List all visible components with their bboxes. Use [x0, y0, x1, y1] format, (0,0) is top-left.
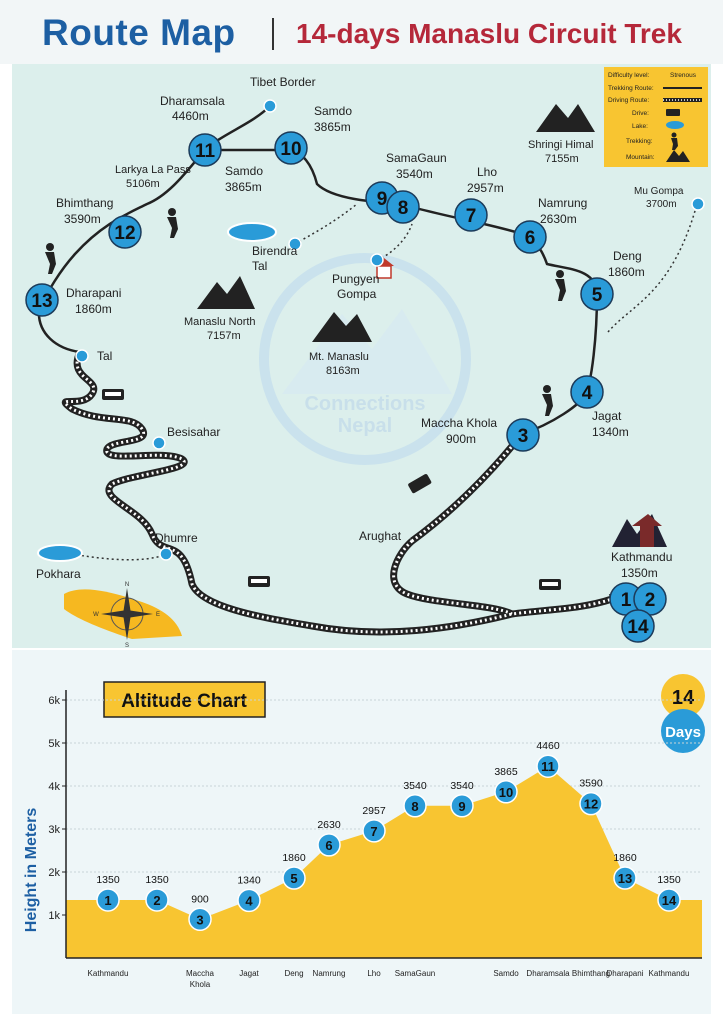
days-label: Days [665, 724, 701, 741]
day-marker-number: 14 [661, 892, 677, 908]
label-arughat: Arughat [359, 529, 402, 543]
bus-icon [102, 389, 124, 400]
stop-number: 11 [194, 141, 216, 162]
x-tick-label: Lho [367, 969, 381, 978]
stop-number: 10 [280, 139, 302, 160]
day-marker-number: 13 [617, 871, 633, 887]
label-tal: Tal [97, 349, 113, 363]
header [0, 0, 723, 64]
stop-number: 3 [517, 426, 529, 447]
label-mt-manaslu-alt: 8163m [326, 365, 360, 377]
legend-driving-route: Driving Route: [608, 97, 650, 104]
label-pungyen-2: Gompa [337, 287, 377, 301]
x-tick-label: Samdo [493, 969, 519, 978]
altitude-value-label: 2957 [362, 804, 386, 817]
altitude-value-label: 1350 [145, 873, 169, 886]
dot-tal [76, 350, 88, 362]
altitude-area [66, 766, 702, 958]
stop-marker-7 [455, 199, 487, 231]
label-mu-gompa: Mu Gompa [634, 186, 684, 197]
compass-w-label: W [93, 612, 99, 618]
dot-tibet-border [264, 100, 276, 112]
dot-pungyen [371, 254, 383, 266]
days-badge [661, 674, 705, 753]
stop-marker-14 [622, 610, 654, 642]
x-tick-label: Bhimthang [571, 969, 611, 978]
label-maccha: Maccha Khola [421, 416, 498, 430]
legend-trekking-route: Trekking Route: [608, 85, 654, 92]
x-tick-label: Deng [284, 969, 304, 978]
stop-marker-12 [109, 216, 141, 248]
compass-e-label: E [155, 612, 161, 618]
stop-number: 6 [524, 228, 536, 249]
stop-marker-10 [275, 132, 307, 164]
stop-number: 1 [620, 590, 632, 611]
stop-number: 8 [397, 198, 409, 219]
dot-dhumre [160, 548, 172, 560]
altitude-section [12, 650, 711, 1014]
bus-icon [407, 473, 432, 494]
label-dharamsala-alt: 4460m [172, 109, 209, 123]
altitude-value-label: 2630 [317, 818, 341, 831]
chart-title-box [104, 682, 265, 717]
label-bhimthang: Bhimthang [56, 196, 114, 210]
compass-s-label: S [124, 643, 130, 648]
altitude-value-label: 900 [191, 893, 209, 906]
x-tick-label: Kathmandu [648, 969, 690, 978]
altitude-chart-svg [12, 650, 711, 1014]
trekker-icon [167, 208, 178, 238]
legend-lake: Lake: [632, 123, 648, 130]
stop-marker-11 [189, 134, 221, 166]
label-mt-manaslu: Mt. Manaslu [309, 351, 369, 363]
bus-icon [248, 576, 270, 587]
label-bhimthang-alt: 3590m [64, 212, 101, 226]
altitude-value-label: 1350 [657, 873, 681, 886]
plot-area [48, 690, 702, 989]
stop-number: 13 [31, 291, 53, 312]
x-tick-label: Dharapani [606, 969, 644, 978]
y-tick-label: 2k [48, 867, 60, 879]
legend-drive: Drive: [632, 110, 649, 117]
x-tick-label: Jagat [239, 969, 259, 978]
label-dharapani-alt: 1860m [75, 302, 112, 316]
altitude-value-label: 3540 [450, 779, 474, 792]
page-subtitle: 14-days Manaslu Circuit Trek [296, 18, 682, 49]
stop-number: 12 [114, 223, 136, 244]
label-jagat: Jagat [592, 409, 622, 423]
label-dhumre: Dhumre [155, 531, 198, 545]
y-tick-label: 3k [48, 824, 60, 836]
label-kathmandu: Kathmandu [611, 550, 673, 564]
altitude-value-label: 4460 [536, 740, 560, 753]
days-number: 14 [671, 687, 695, 709]
label-samdo-top-alt: 3865m [314, 120, 351, 134]
y-tick-label: 6k [48, 695, 60, 707]
day-marker-number: 3 [196, 912, 204, 928]
dot-mu-gompa [692, 198, 704, 210]
legend-difficulty-label: Difficulty level: [608, 72, 650, 79]
y-tick-label: 1k [48, 910, 60, 922]
day-marker-number: 2 [153, 892, 161, 908]
mountain-shringi-icon [536, 104, 595, 132]
chart-title: Altitude Chart [121, 691, 247, 712]
y-tick-label: 4k [48, 781, 60, 793]
label-birendra-2: Tal [252, 259, 268, 273]
label-birendra: Birendra [252, 244, 298, 258]
x-tick-label: Kathmandu [87, 969, 129, 978]
day-marker-number: 8 [411, 798, 419, 814]
compass-n-label: N [124, 582, 130, 588]
label-dharapani: Dharapani [66, 286, 122, 300]
label-deng: Deng [613, 249, 642, 263]
legend-bus-icon [666, 109, 680, 116]
stop-number: 7 [465, 206, 477, 227]
label-namrung-alt: 2630m [540, 212, 577, 226]
dot-besisahar [153, 437, 165, 449]
legend-mountain: Mountain: [626, 154, 655, 161]
altitude-value-label: 1860 [282, 852, 306, 865]
y-axis-label: Height in Meters [23, 807, 40, 933]
altitude-value-label: 1340 [237, 874, 261, 887]
x-tick-label: Dharamsala [526, 969, 570, 978]
stop-number: 4 [581, 383, 593, 404]
trekker-icon [555, 270, 566, 301]
stop-number: 5 [591, 285, 603, 306]
stop-marker-4 [571, 376, 603, 408]
x-tick-label: Namrung [312, 969, 346, 978]
label-dharamsala: Dharamsala [160, 94, 225, 108]
legend-lake-icon [666, 121, 684, 129]
legend [604, 67, 708, 167]
label-samdo-low: Samdo [225, 164, 264, 178]
label-pungyen: Pungyen [332, 272, 380, 286]
bus-icon [539, 579, 561, 590]
label-shringi: Shringi Himal [528, 139, 594, 151]
altitude-value-label: 3540 [403, 779, 427, 792]
route-map [12, 64, 711, 648]
lake-pokhara [38, 545, 82, 561]
watermark-text-1: Connections [304, 393, 426, 415]
trekker-icon [542, 385, 553, 416]
x-tick-label: SamaGaun [394, 969, 436, 978]
day-marker-number: 11 [541, 759, 555, 775]
stop-number: 2 [644, 590, 656, 611]
stop-marker-3 [507, 419, 539, 451]
page-title: Route Map [42, 12, 236, 53]
day-marker-number: 4 [245, 893, 253, 909]
stop-number: 9 [376, 189, 388, 210]
route-map-svg [12, 64, 711, 648]
altitude-value-label: 1860 [613, 852, 637, 865]
day-marker-number: 5 [290, 871, 298, 887]
day-marker-number: 9 [458, 798, 466, 814]
altitude-value-label: 1350 [96, 873, 120, 886]
label-mu-gompa-alt: 3700m [646, 199, 677, 210]
label-manaslu-north-alt: 7157m [207, 330, 241, 342]
label-jagat-alt: 1340m [592, 425, 629, 439]
label-lho: Lho [477, 165, 498, 179]
y-tick-label: 5k [48, 738, 60, 750]
day-marker-number: 10 [498, 784, 514, 800]
day-marker-number: 1 [104, 892, 112, 908]
x-tick-label: Khola [189, 980, 211, 989]
label-samagaun-alt: 3540m [396, 167, 433, 181]
x-tick-label: Maccha [185, 969, 215, 978]
label-lho-alt: 2957m [467, 181, 504, 195]
label-larkya-alt: 5106m [126, 178, 160, 190]
label-samagaun: SamaGaun [386, 151, 447, 165]
stop-marker-5 [581, 278, 613, 310]
lake-birendra [228, 223, 276, 241]
label-besisahar: Besisahar [167, 425, 221, 439]
title-separator [272, 18, 274, 50]
day-marker-number: 6 [325, 837, 333, 853]
stop-marker-13 [26, 284, 58, 316]
label-tibet-border: Tibet Border [250, 75, 316, 89]
label-samdo-top: Samdo [314, 104, 353, 118]
label-maccha-alt: 900m [446, 432, 477, 446]
label-namrung: Namrung [538, 196, 588, 210]
label-manaslu-north: Manaslu North [184, 316, 256, 328]
altitude-value-label: 3590 [579, 777, 603, 790]
watermark-text-2: Nepal [337, 415, 393, 437]
legend-trekking: Trekking: [626, 138, 653, 145]
label-larkya-pass: Larkya La Pass [115, 164, 191, 176]
label-kathmandu-alt: 1350m [621, 566, 658, 580]
day-marker-number: 12 [583, 796, 599, 812]
label-pokhara: Pokhara [36, 567, 81, 581]
stop-marker-8 [387, 191, 419, 223]
mountain-manaslu-north-icon [197, 276, 255, 309]
altitude-value-label: 3865 [494, 765, 518, 778]
legend-difficulty-value: Strenous [670, 72, 697, 79]
label-shringi-alt: 7155m [545, 153, 579, 165]
kathmandu-temple-icon [612, 514, 667, 547]
label-samdo-low-alt: 3865m [225, 180, 262, 194]
trekker-icon [45, 243, 56, 274]
label-deng-alt: 1860m [608, 265, 645, 279]
stop-number: 14 [627, 617, 649, 638]
day-marker-number: 7 [370, 823, 378, 839]
